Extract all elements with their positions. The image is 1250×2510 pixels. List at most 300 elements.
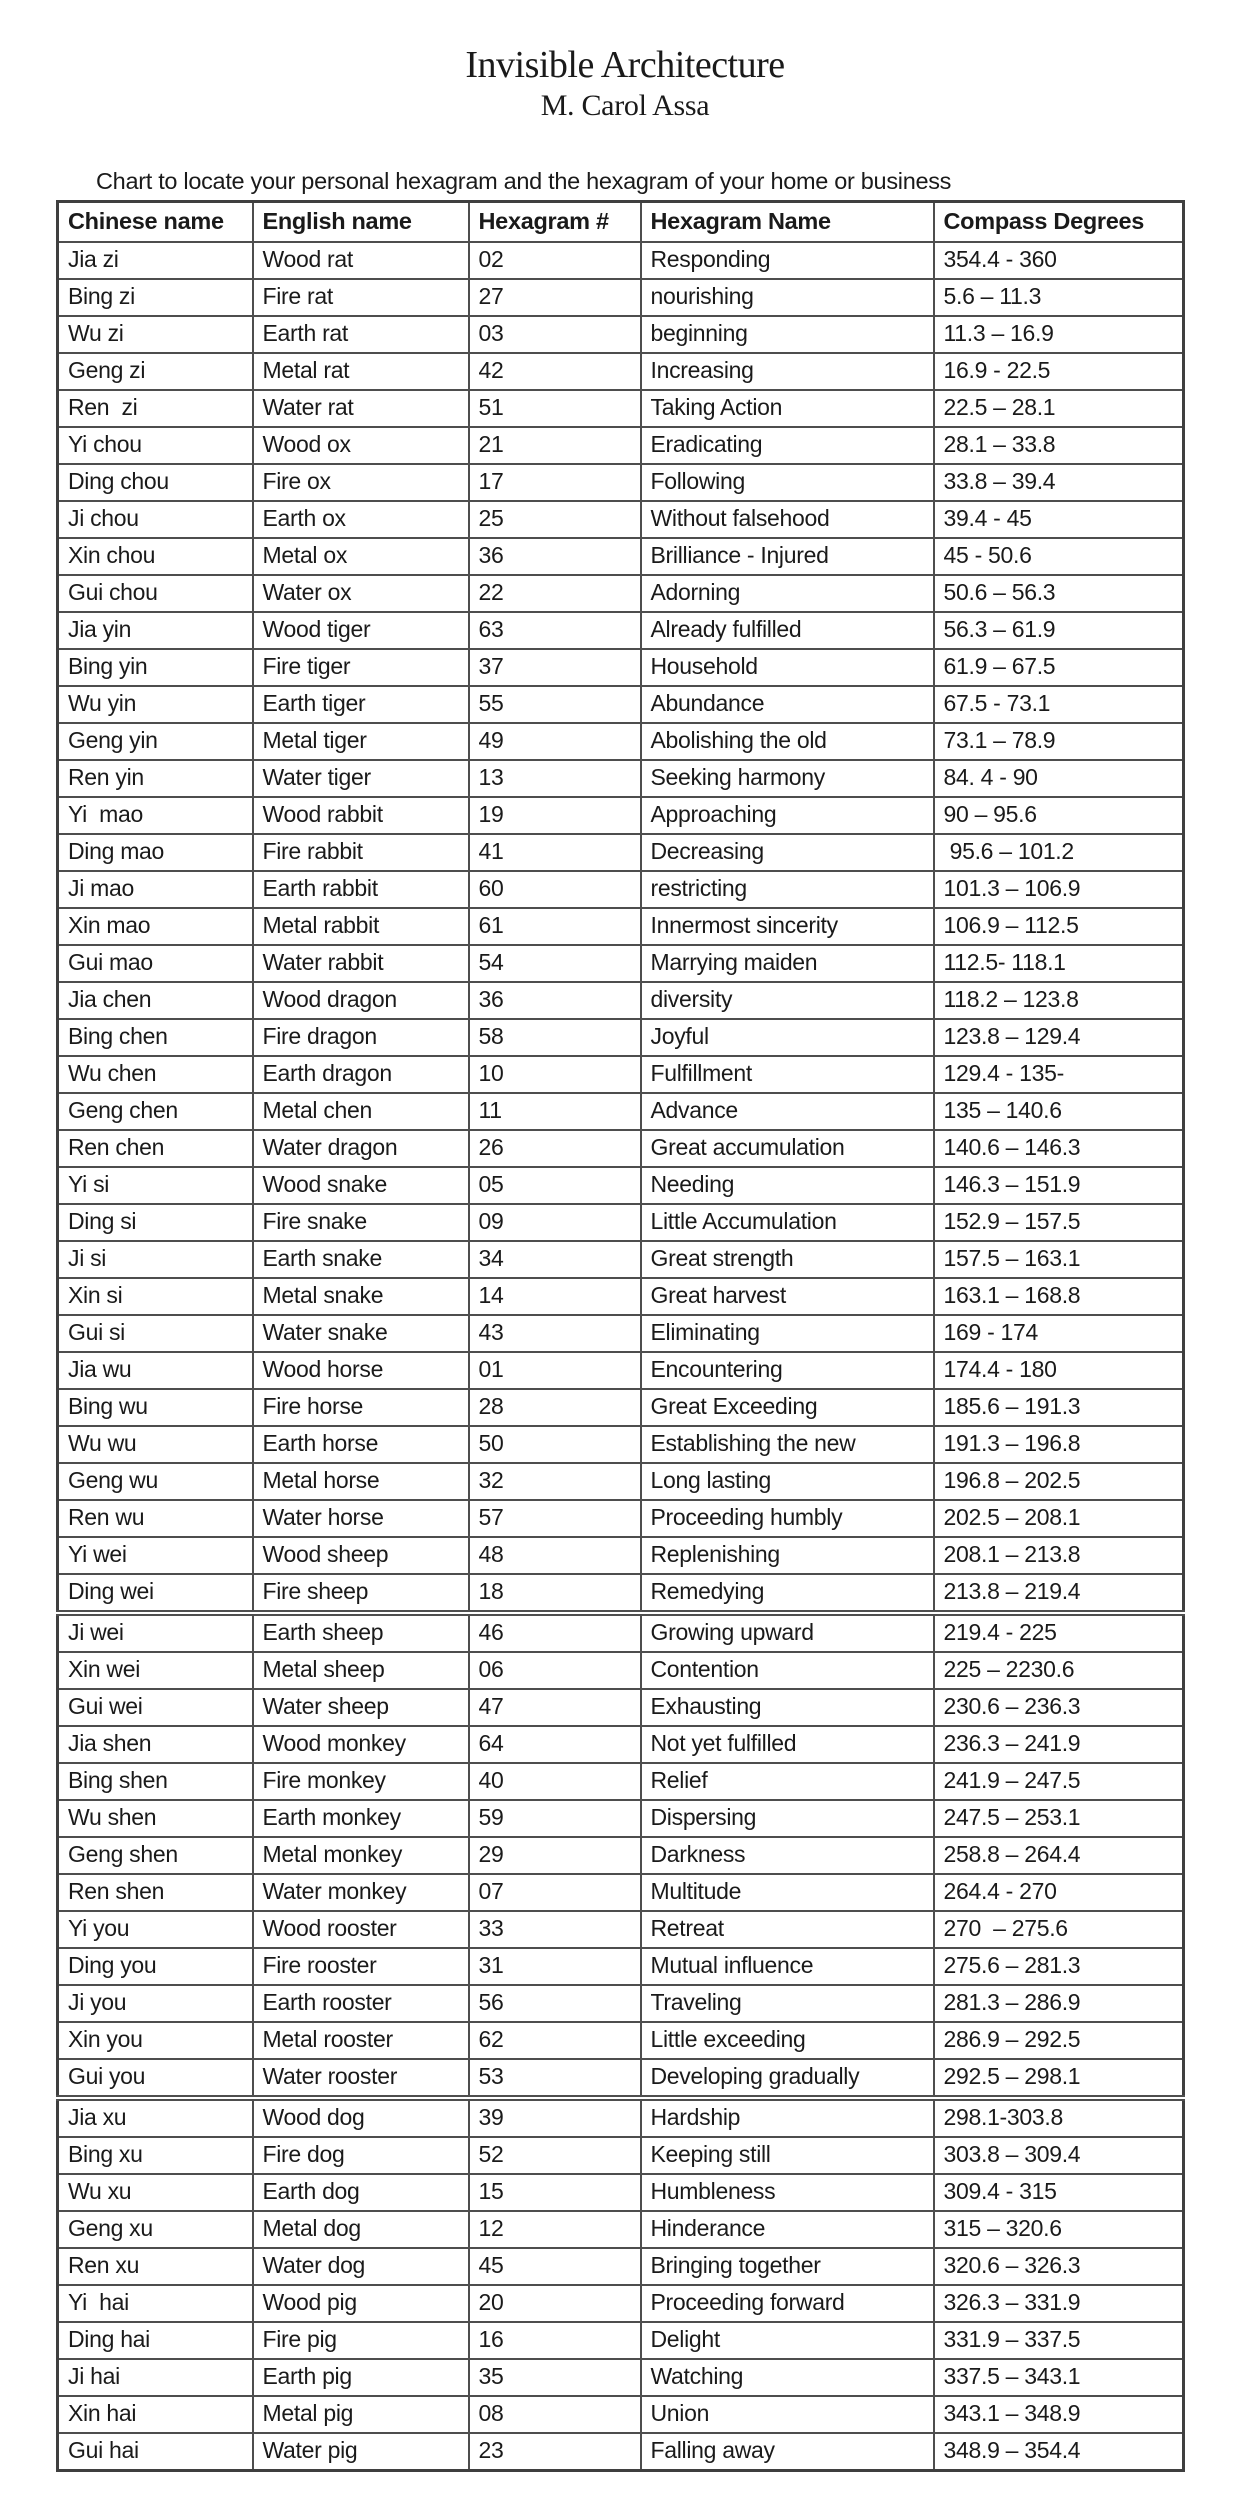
cell-compass-degrees: 343.1 – 348.9 [934, 2396, 1184, 2433]
cell-hexagram-name: Developing gradually [641, 2059, 934, 2098]
cell-hexagram-number: 59 [469, 1800, 641, 1837]
cell-hexagram-number: 33 [469, 1911, 641, 1948]
cell-hexagram-number: 22 [469, 575, 641, 612]
cell-hexagram-number: 02 [469, 242, 641, 279]
cell-english-name: Water rat [253, 390, 469, 427]
cell-compass-degrees: 73.1 – 78.9 [934, 723, 1184, 760]
cell-english-name: Water dog [253, 2248, 469, 2285]
table-row [58, 612, 1184, 649]
cell-compass-degrees: 22.5 – 28.1 [934, 390, 1184, 427]
cell-english-name: Metal horse [253, 1463, 469, 1500]
cell-chinese-name: Wu yin [58, 686, 253, 723]
table-row [58, 1315, 1184, 1352]
cell-english-name: Water ox [253, 575, 469, 612]
cell-hexagram-number: 37 [469, 649, 641, 686]
cell-compass-degrees: 208.1 – 213.8 [934, 1537, 1184, 1574]
cell-chinese-name: Ren yin [58, 760, 253, 797]
cell-compass-degrees: 152.9 – 157.5 [934, 1204, 1184, 1241]
table-row [58, 2137, 1184, 2174]
cell-english-name: Earth horse [253, 1426, 469, 1463]
cell-hexagram-number: 11 [469, 1093, 641, 1130]
cell-chinese-name: Xin chou [58, 538, 253, 575]
cell-compass-degrees: 28.1 – 33.8 [934, 427, 1184, 464]
table-row [58, 1278, 1184, 1315]
cell-hexagram-name: Darkness [641, 1837, 934, 1874]
cell-hexagram-number: 03 [469, 316, 641, 353]
cell-chinese-name: Ren xu [58, 2248, 253, 2285]
cell-hexagram-name: Innermost sincerity [641, 908, 934, 945]
cell-hexagram-number: 61 [469, 908, 641, 945]
cell-english-name: Wood sheep [253, 1537, 469, 1574]
cell-english-name: Metal snake [253, 1278, 469, 1315]
cell-english-name: Metal rat [253, 353, 469, 390]
cell-compass-degrees: 298.1-303.8 [934, 2098, 1184, 2137]
column-header-hexagram-number: Hexagram # [469, 201, 641, 242]
table-row [58, 1911, 1184, 1948]
cell-compass-degrees: 348.9 – 354.4 [934, 2433, 1184, 2471]
cell-hexagram-name: Union [641, 2396, 934, 2433]
cell-chinese-name: Wu shen [58, 1800, 253, 1837]
cell-hexagram-number: 64 [469, 1726, 641, 1763]
cell-compass-degrees: 50.6 – 56.3 [934, 575, 1184, 612]
cell-english-name: Water pig [253, 2433, 469, 2471]
table-row [58, 353, 1184, 390]
cell-hexagram-name: Little Accumulation [641, 1204, 934, 1241]
cell-hexagram-number: 55 [469, 686, 641, 723]
cell-hexagram-name: Proceeding forward [641, 2285, 934, 2322]
cell-hexagram-name: Responding [641, 242, 934, 279]
cell-hexagram-number: 43 [469, 1315, 641, 1352]
cell-compass-degrees: 315 – 320.6 [934, 2211, 1184, 2248]
table-row [58, 242, 1184, 279]
cell-chinese-name: Yi you [58, 1911, 253, 1948]
cell-hexagram-name: Marrying maiden [641, 945, 934, 982]
cell-compass-degrees: 275.6 – 281.3 [934, 1948, 1184, 1985]
cell-hexagram-name: Abundance [641, 686, 934, 723]
table-row [58, 1389, 1184, 1426]
cell-hexagram-name: Mutual influence [641, 1948, 934, 1985]
cell-hexagram-name: Exhausting [641, 1689, 934, 1726]
cell-compass-degrees: 270 – 275.6 [934, 1911, 1184, 1948]
cell-hexagram-name: Great strength [641, 1241, 934, 1278]
cell-hexagram-number: 29 [469, 1837, 641, 1874]
table-row [58, 316, 1184, 353]
cell-chinese-name: Ren wu [58, 1500, 253, 1537]
cell-english-name: Wood dog [253, 2098, 469, 2137]
cell-chinese-name: Bing shen [58, 1763, 253, 1800]
table-row [58, 2174, 1184, 2211]
cell-hexagram-number: 23 [469, 2433, 641, 2471]
cell-hexagram-name: Growing upward [641, 1613, 934, 1652]
cell-compass-degrees: 219.4 - 225 [934, 1613, 1184, 1652]
cell-hexagram-name: Proceeding humbly [641, 1500, 934, 1537]
cell-compass-degrees: 56.3 – 61.9 [934, 612, 1184, 649]
cell-hexagram-number: 05 [469, 1167, 641, 1204]
cell-hexagram-name: Establishing the new [641, 1426, 934, 1463]
cell-english-name: Water rabbit [253, 945, 469, 982]
cell-hexagram-name: nourishing [641, 279, 934, 316]
cell-hexagram-number: 62 [469, 2022, 641, 2059]
cell-hexagram-number: 06 [469, 1652, 641, 1689]
table-row [58, 686, 1184, 723]
cell-hexagram-number: 13 [469, 760, 641, 797]
cell-english-name: Earth tiger [253, 686, 469, 723]
cell-compass-degrees: 286.9 – 292.5 [934, 2022, 1184, 2059]
cell-hexagram-name: Brilliance - Injured [641, 538, 934, 575]
cell-hexagram-number: 54 [469, 945, 641, 982]
cell-compass-degrees: 264.4 - 270 [934, 1874, 1184, 1911]
cell-chinese-name: Gui hai [58, 2433, 253, 2471]
table-header-row [58, 201, 1184, 242]
table-row [58, 1352, 1184, 1389]
cell-hexagram-number: 46 [469, 1613, 641, 1652]
table-row [58, 538, 1184, 575]
cell-english-name: Metal sheep [253, 1652, 469, 1689]
table-row [58, 1500, 1184, 1537]
cell-chinese-name: Jia wu [58, 1352, 253, 1389]
table-row [58, 1130, 1184, 1167]
cell-english-name: Wood ox [253, 427, 469, 464]
cell-english-name: Wood snake [253, 1167, 469, 1204]
cell-english-name: Metal ox [253, 538, 469, 575]
cell-english-name: Water tiger [253, 760, 469, 797]
cell-compass-degrees: 135 – 140.6 [934, 1093, 1184, 1130]
cell-compass-degrees: 309.4 - 315 [934, 2174, 1184, 2211]
table-row [58, 1056, 1184, 1093]
table-row [58, 1167, 1184, 1204]
cell-hexagram-number: 17 [469, 464, 641, 501]
cell-hexagram-number: 19 [469, 797, 641, 834]
cell-hexagram-number: 34 [469, 1241, 641, 1278]
cell-english-name: Fire rabbit [253, 834, 469, 871]
cell-compass-degrees: 225 – 2230.6 [934, 1652, 1184, 1689]
cell-hexagram-name: Approaching [641, 797, 934, 834]
cell-hexagram-name: Not yet fulfilled [641, 1726, 934, 1763]
table-row [58, 1763, 1184, 1800]
cell-chinese-name: Jia yin [58, 612, 253, 649]
cell-hexagram-name: Fulfillment [641, 1056, 934, 1093]
cell-compass-degrees: 112.5- 118.1 [934, 945, 1184, 982]
cell-chinese-name: Bing wu [58, 1389, 253, 1426]
cell-hexagram-number: 28 [469, 1389, 641, 1426]
cell-english-name: Fire monkey [253, 1763, 469, 1800]
cell-english-name: Fire horse [253, 1389, 469, 1426]
cell-english-name: Fire ox [253, 464, 469, 501]
cell-compass-degrees: 241.9 – 247.5 [934, 1763, 1184, 1800]
cell-english-name: Metal rooster [253, 2022, 469, 2059]
cell-chinese-name: Ji chou [58, 501, 253, 538]
table-row [58, 1204, 1184, 1241]
table-row [58, 1426, 1184, 1463]
cell-hexagram-name: Delight [641, 2322, 934, 2359]
cell-chinese-name: Geng yin [58, 723, 253, 760]
table-row [58, 760, 1184, 797]
cell-english-name: Earth rooster [253, 1985, 469, 2022]
cell-compass-degrees: 320.6 – 326.3 [934, 2248, 1184, 2285]
cell-chinese-name: Yi hai [58, 2285, 253, 2322]
cell-chinese-name: Ding si [58, 1204, 253, 1241]
hexagram-table [56, 200, 1185, 2472]
cell-hexagram-name: Watching [641, 2359, 934, 2396]
cell-compass-degrees: 202.5 – 208.1 [934, 1500, 1184, 1537]
table-row [58, 1652, 1184, 1689]
cell-compass-degrees: 39.4 - 45 [934, 501, 1184, 538]
cell-chinese-name: Yi mao [58, 797, 253, 834]
cell-english-name: Earth ox [253, 501, 469, 538]
cell-compass-degrees: 303.8 – 309.4 [934, 2137, 1184, 2174]
table-row [58, 2359, 1184, 2396]
cell-english-name: Wood dragon [253, 982, 469, 1019]
cell-chinese-name: Ji hai [58, 2359, 253, 2396]
table-row [58, 501, 1184, 538]
cell-hexagram-number: 07 [469, 1874, 641, 1911]
cell-chinese-name: Ren chen [58, 1130, 253, 1167]
cell-chinese-name: Xin you [58, 2022, 253, 2059]
table-row [58, 1241, 1184, 1278]
table-row [58, 1985, 1184, 2022]
cell-compass-degrees: 61.9 – 67.5 [934, 649, 1184, 686]
table-row [58, 945, 1184, 982]
cell-compass-degrees: 331.9 – 337.5 [934, 2322, 1184, 2359]
cell-english-name: Earth dragon [253, 1056, 469, 1093]
table-row [58, 723, 1184, 760]
cell-hexagram-name: Adorning [641, 575, 934, 612]
cell-hexagram-number: 32 [469, 1463, 641, 1500]
cell-hexagram-number: 20 [469, 2285, 641, 2322]
table-row [58, 1537, 1184, 1574]
cell-compass-degrees: 157.5 – 163.1 [934, 1241, 1184, 1278]
table-row [58, 871, 1184, 908]
cell-hexagram-number: 60 [469, 871, 641, 908]
table-row [58, 1463, 1184, 1500]
cell-chinese-name: Jia shen [58, 1726, 253, 1763]
cell-english-name: Fire tiger [253, 649, 469, 686]
cell-english-name: Metal monkey [253, 1837, 469, 1874]
cell-compass-degrees: 213.8 – 219.4 [934, 1574, 1184, 1613]
table-row [58, 834, 1184, 871]
cell-hexagram-number: 01 [469, 1352, 641, 1389]
cell-chinese-name: Xin mao [58, 908, 253, 945]
cell-hexagram-name: Great harvest [641, 1278, 934, 1315]
cell-hexagram-number: 42 [469, 353, 641, 390]
cell-hexagram-number: 63 [469, 612, 641, 649]
cell-chinese-name: Ji wei [58, 1613, 253, 1652]
cell-hexagram-number: 25 [469, 501, 641, 538]
cell-english-name: Water rooster [253, 2059, 469, 2098]
cell-english-name: Wood pig [253, 2285, 469, 2322]
cell-english-name: Water sheep [253, 1689, 469, 1726]
cell-english-name: Metal rabbit [253, 908, 469, 945]
cell-hexagram-name: Great Exceeding [641, 1389, 934, 1426]
table-row [58, 1837, 1184, 1874]
cell-english-name: Earth pig [253, 2359, 469, 2396]
table-row [58, 1874, 1184, 1911]
cell-hexagram-name: Taking Action [641, 390, 934, 427]
cell-compass-degrees: 163.1 – 168.8 [934, 1278, 1184, 1315]
table-row [58, 908, 1184, 945]
cell-hexagram-number: 50 [469, 1426, 641, 1463]
cell-hexagram-name: Hardship [641, 2098, 934, 2137]
column-header-compass-degrees: Compass Degrees [934, 201, 1184, 242]
cell-chinese-name: Ji si [58, 1241, 253, 1278]
cell-english-name: Fire pig [253, 2322, 469, 2359]
cell-english-name: Earth sheep [253, 1613, 469, 1652]
cell-chinese-name: Jia zi [58, 242, 253, 279]
cell-hexagram-number: 14 [469, 1278, 641, 1315]
cell-hexagram-number: 15 [469, 2174, 641, 2211]
cell-english-name: Wood rooster [253, 1911, 469, 1948]
cell-hexagram-name: Decreasing [641, 834, 934, 871]
cell-hexagram-name: Already fulfilled [641, 612, 934, 649]
cell-english-name: Water horse [253, 1500, 469, 1537]
cell-chinese-name: Gui wei [58, 1689, 253, 1726]
table-caption: Chart to locate your personal hexagram and the hexagram of your home or business [96, 167, 952, 194]
cell-hexagram-name: Multitude [641, 1874, 934, 1911]
cell-hexagram-name: Falling away [641, 2433, 934, 2471]
cell-chinese-name: Yi si [58, 1167, 253, 1204]
cell-hexagram-number: 48 [469, 1537, 641, 1574]
column-header-chinese-name: Chinese name [58, 201, 253, 242]
cell-chinese-name: Ren shen [58, 1874, 253, 1911]
cell-chinese-name: Xin hai [58, 2396, 253, 2433]
cell-compass-degrees: 118.2 – 123.8 [934, 982, 1184, 1019]
cell-compass-degrees: 169 - 174 [934, 1315, 1184, 1352]
table-row [58, 797, 1184, 834]
cell-hexagram-number: 09 [469, 1204, 641, 1241]
cell-compass-degrees: 146.3 – 151.9 [934, 1167, 1184, 1204]
cell-chinese-name: Geng zi [58, 353, 253, 390]
cell-english-name: Fire sheep [253, 1574, 469, 1613]
cell-english-name: Earth dog [253, 2174, 469, 2211]
cell-english-name: Earth rat [253, 316, 469, 353]
cell-compass-degrees: 106.9 – 112.5 [934, 908, 1184, 945]
cell-chinese-name: Bing zi [58, 279, 253, 316]
cell-hexagram-name: Long lasting [641, 1463, 934, 1500]
cell-compass-degrees: 129.4 - 135- [934, 1056, 1184, 1093]
cell-compass-degrees: 5.6 – 11.3 [934, 279, 1184, 316]
cell-chinese-name: Ding you [58, 1948, 253, 1985]
cell-compass-degrees: 236.3 – 241.9 [934, 1726, 1184, 1763]
cell-chinese-name: Bing yin [58, 649, 253, 686]
cell-english-name: Water snake [253, 1315, 469, 1352]
cell-hexagram-name: beginning [641, 316, 934, 353]
cell-english-name: Wood rat [253, 242, 469, 279]
cell-english-name: Fire rooster [253, 1948, 469, 1985]
table-row [58, 982, 1184, 1019]
cell-compass-degrees: 33.8 – 39.4 [934, 464, 1184, 501]
cell-chinese-name: Wu chen [58, 1056, 253, 1093]
cell-chinese-name: Wu zi [58, 316, 253, 353]
table-row [58, 649, 1184, 686]
table-body [58, 242, 1184, 2471]
cell-hexagram-name: Joyful [641, 1019, 934, 1056]
cell-compass-degrees: 11.3 – 16.9 [934, 316, 1184, 353]
table-row [58, 1093, 1184, 1130]
cell-hexagram-number: 52 [469, 2137, 641, 2174]
cell-chinese-name: Bing xu [58, 2137, 253, 2174]
table-row [58, 575, 1184, 612]
cell-chinese-name: Gui you [58, 2059, 253, 2098]
cell-hexagram-number: 12 [469, 2211, 641, 2248]
cell-hexagram-name: Increasing [641, 353, 934, 390]
cell-hexagram-name: Little exceeding [641, 2022, 934, 2059]
cell-compass-degrees: 67.5 - 73.1 [934, 686, 1184, 723]
cell-hexagram-name: Without falsehood [641, 501, 934, 538]
cell-chinese-name: Ren zi [58, 390, 253, 427]
cell-compass-degrees: 185.6 – 191.3 [934, 1389, 1184, 1426]
cell-chinese-name: Ji mao [58, 871, 253, 908]
cell-chinese-name: Xin wei [58, 1652, 253, 1689]
cell-chinese-name: Jia chen [58, 982, 253, 1019]
cell-hexagram-number: 18 [469, 1574, 641, 1613]
table-row [58, 390, 1184, 427]
cell-english-name: Fire dragon [253, 1019, 469, 1056]
cell-hexagram-name: Household [641, 649, 934, 686]
cell-hexagram-number: 39 [469, 2098, 641, 2137]
cell-english-name: Wood rabbit [253, 797, 469, 834]
cell-hexagram-name: Following [641, 464, 934, 501]
cell-compass-degrees: 16.9 - 22.5 [934, 353, 1184, 390]
cell-chinese-name: Gui si [58, 1315, 253, 1352]
cell-compass-degrees: 123.8 – 129.4 [934, 1019, 1184, 1056]
table-row [58, 1948, 1184, 1985]
cell-hexagram-number: 53 [469, 2059, 641, 2098]
cell-english-name: Earth rabbit [253, 871, 469, 908]
cell-hexagram-number: 08 [469, 2396, 641, 2433]
cell-hexagram-number: 56 [469, 1985, 641, 2022]
table-row [58, 2396, 1184, 2433]
table-row [58, 464, 1184, 501]
cell-chinese-name: Ding hai [58, 2322, 253, 2359]
cell-english-name: Metal dog [253, 2211, 469, 2248]
cell-hexagram-number: 10 [469, 1056, 641, 1093]
column-header-english-name: English name [253, 201, 469, 242]
cell-hexagram-number: 58 [469, 1019, 641, 1056]
cell-hexagram-name: Remedying [641, 1574, 934, 1613]
table-row [58, 2059, 1184, 2098]
cell-hexagram-number: 45 [469, 2248, 641, 2285]
table-row [58, 2322, 1184, 2359]
cell-compass-degrees: 84. 4 - 90 [934, 760, 1184, 797]
cell-compass-degrees: 101.3 – 106.9 [934, 871, 1184, 908]
cell-hexagram-name: Keeping still [641, 2137, 934, 2174]
cell-hexagram-number: 49 [469, 723, 641, 760]
cell-compass-degrees: 337.5 – 343.1 [934, 2359, 1184, 2396]
cell-hexagram-number: 31 [469, 1948, 641, 1985]
page-title: Invisible Architecture [465, 44, 785, 86]
cell-hexagram-name: Relief [641, 1763, 934, 1800]
cell-hexagram-name: Bringing together [641, 2248, 934, 2285]
cell-compass-degrees: 191.3 – 196.8 [934, 1426, 1184, 1463]
cell-hexagram-number: 16 [469, 2322, 641, 2359]
cell-hexagram-name: Retreat [641, 1911, 934, 1948]
cell-hexagram-name: Contention [641, 1652, 934, 1689]
cell-english-name: Metal tiger [253, 723, 469, 760]
cell-hexagram-number: 51 [469, 390, 641, 427]
cell-hexagram-number: 26 [469, 1130, 641, 1167]
cell-hexagram-name: Needing [641, 1167, 934, 1204]
table-row [58, 427, 1184, 464]
table-row [58, 1613, 1184, 1652]
cell-hexagram-name: Humbleness [641, 2174, 934, 2211]
cell-hexagram-number: 41 [469, 834, 641, 871]
cell-chinese-name: Wu wu [58, 1426, 253, 1463]
cell-hexagram-name: Replenishing [641, 1537, 934, 1574]
cell-chinese-name: Geng wu [58, 1463, 253, 1500]
cell-chinese-name: Jia xu [58, 2098, 253, 2137]
cell-english-name: Metal pig [253, 2396, 469, 2433]
cell-hexagram-name: Seeking harmony [641, 760, 934, 797]
